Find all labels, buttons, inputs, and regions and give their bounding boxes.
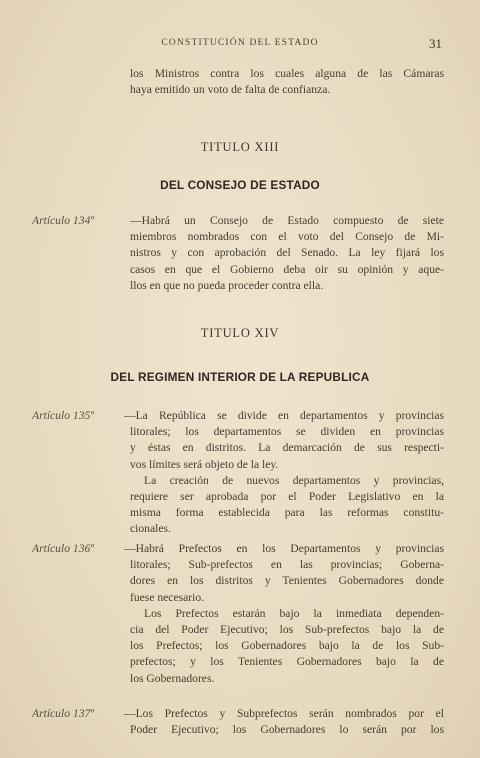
article-135-paragraph-2 xyxy=(130,473,444,489)
text-line: requiere ser aprobada por el Poder Legislativo en la xyxy=(130,490,444,504)
intro-paragraph xyxy=(130,66,444,98)
text-line: Poder Ejecutivo; los Gobernadores lo serán por los xyxy=(130,723,444,737)
text-line: misma forma establecida para las reformas constitu- xyxy=(130,506,444,520)
article-label: Artículo 136º xyxy=(32,542,94,555)
text-line: litorales; Sub-prefectos en las provincias; Goberna- xyxy=(130,558,444,572)
article-134 xyxy=(32,213,444,294)
text-line: haya emitido un voto de falta de confianza. xyxy=(130,83,331,97)
text-line: cionales. xyxy=(130,522,171,536)
text-line: fuese necesario. xyxy=(130,590,205,604)
article-135-line-1 xyxy=(32,408,444,424)
article-label: Artículo 134º xyxy=(32,214,94,227)
article-134-line-1 xyxy=(32,213,444,229)
title-xiii: TITULO XIII xyxy=(200,140,280,154)
text-line: vos límites será objeto de la ley. xyxy=(130,457,279,471)
text-line: —Habrá Prefectos en los Departamentos y provincias xyxy=(124,542,444,555)
text-line: dores en los distritos y Tenientes Gobernadores donde xyxy=(130,574,444,588)
article-137-body xyxy=(130,722,444,738)
page-number: 31 xyxy=(429,36,442,51)
title-xiv: TITULO XIV xyxy=(200,326,280,340)
article-135-body xyxy=(130,424,444,537)
text-line: prefectos; y los Tenientes Gobernadores bajo la de xyxy=(130,655,444,669)
text-line: —La República se divide en departamentos y provincias xyxy=(124,409,444,422)
text-line: y éstas en distritos. La demarcación de sus respecti- xyxy=(130,441,444,455)
article-136-line-1 xyxy=(32,541,444,557)
article-136-paragraph-2 xyxy=(130,606,444,622)
article-137-line-1 xyxy=(32,706,444,722)
text-line: los Prefectos; los Gobernadores bajo la de los Sub- xyxy=(130,639,444,653)
text-line: La creación de nuevos departamentos y provincias, xyxy=(144,473,444,487)
text-line: Los Prefectos estarán bajo la inmediata dependen- xyxy=(144,606,444,620)
text-line: casos en que el Gobierno deba oir su opinión y aque- xyxy=(130,262,444,276)
text-line: los Gobernadores. xyxy=(130,671,215,685)
text-line: miembros nombrados con el voto del Consejo de Mi- xyxy=(130,230,444,244)
running-head: CONSTITUCIÓN DEL ESTADO xyxy=(161,38,319,48)
article-137 xyxy=(32,706,444,738)
text-line: llos en que no pueda proceder contra ella. xyxy=(130,278,324,292)
article-136 xyxy=(32,541,444,687)
text-line: —Habrá un Consejo de Estado compuesto de siete xyxy=(130,214,444,227)
article-134-body xyxy=(130,229,444,294)
title-xiii-heading: DEL CONSEJO DE ESTADO xyxy=(160,178,320,192)
text-line: cia del Poder Ejecutivo; los Sub-prefectos bajo la de xyxy=(130,623,444,637)
article-136-body xyxy=(130,557,444,687)
text-line: litorales; los departamentos se dividen en provincias xyxy=(130,425,444,439)
text-line: nistros y con aprobación del Senado. La ley fijará los xyxy=(130,246,444,260)
title-xiv-heading: DEL REGIMEN INTERIOR DE LA REPUBLICA xyxy=(110,370,370,384)
text-line: los Ministros contra los cuales alguna de las Cámaras xyxy=(130,67,444,80)
article-label: Artículo 135º xyxy=(32,409,94,422)
article-135 xyxy=(32,408,444,538)
article-label: Artículo 137º xyxy=(32,707,94,720)
page-header xyxy=(0,38,480,52)
text-line: —Los Prefectos y Subprefectos serán nombrados por el xyxy=(124,707,444,720)
